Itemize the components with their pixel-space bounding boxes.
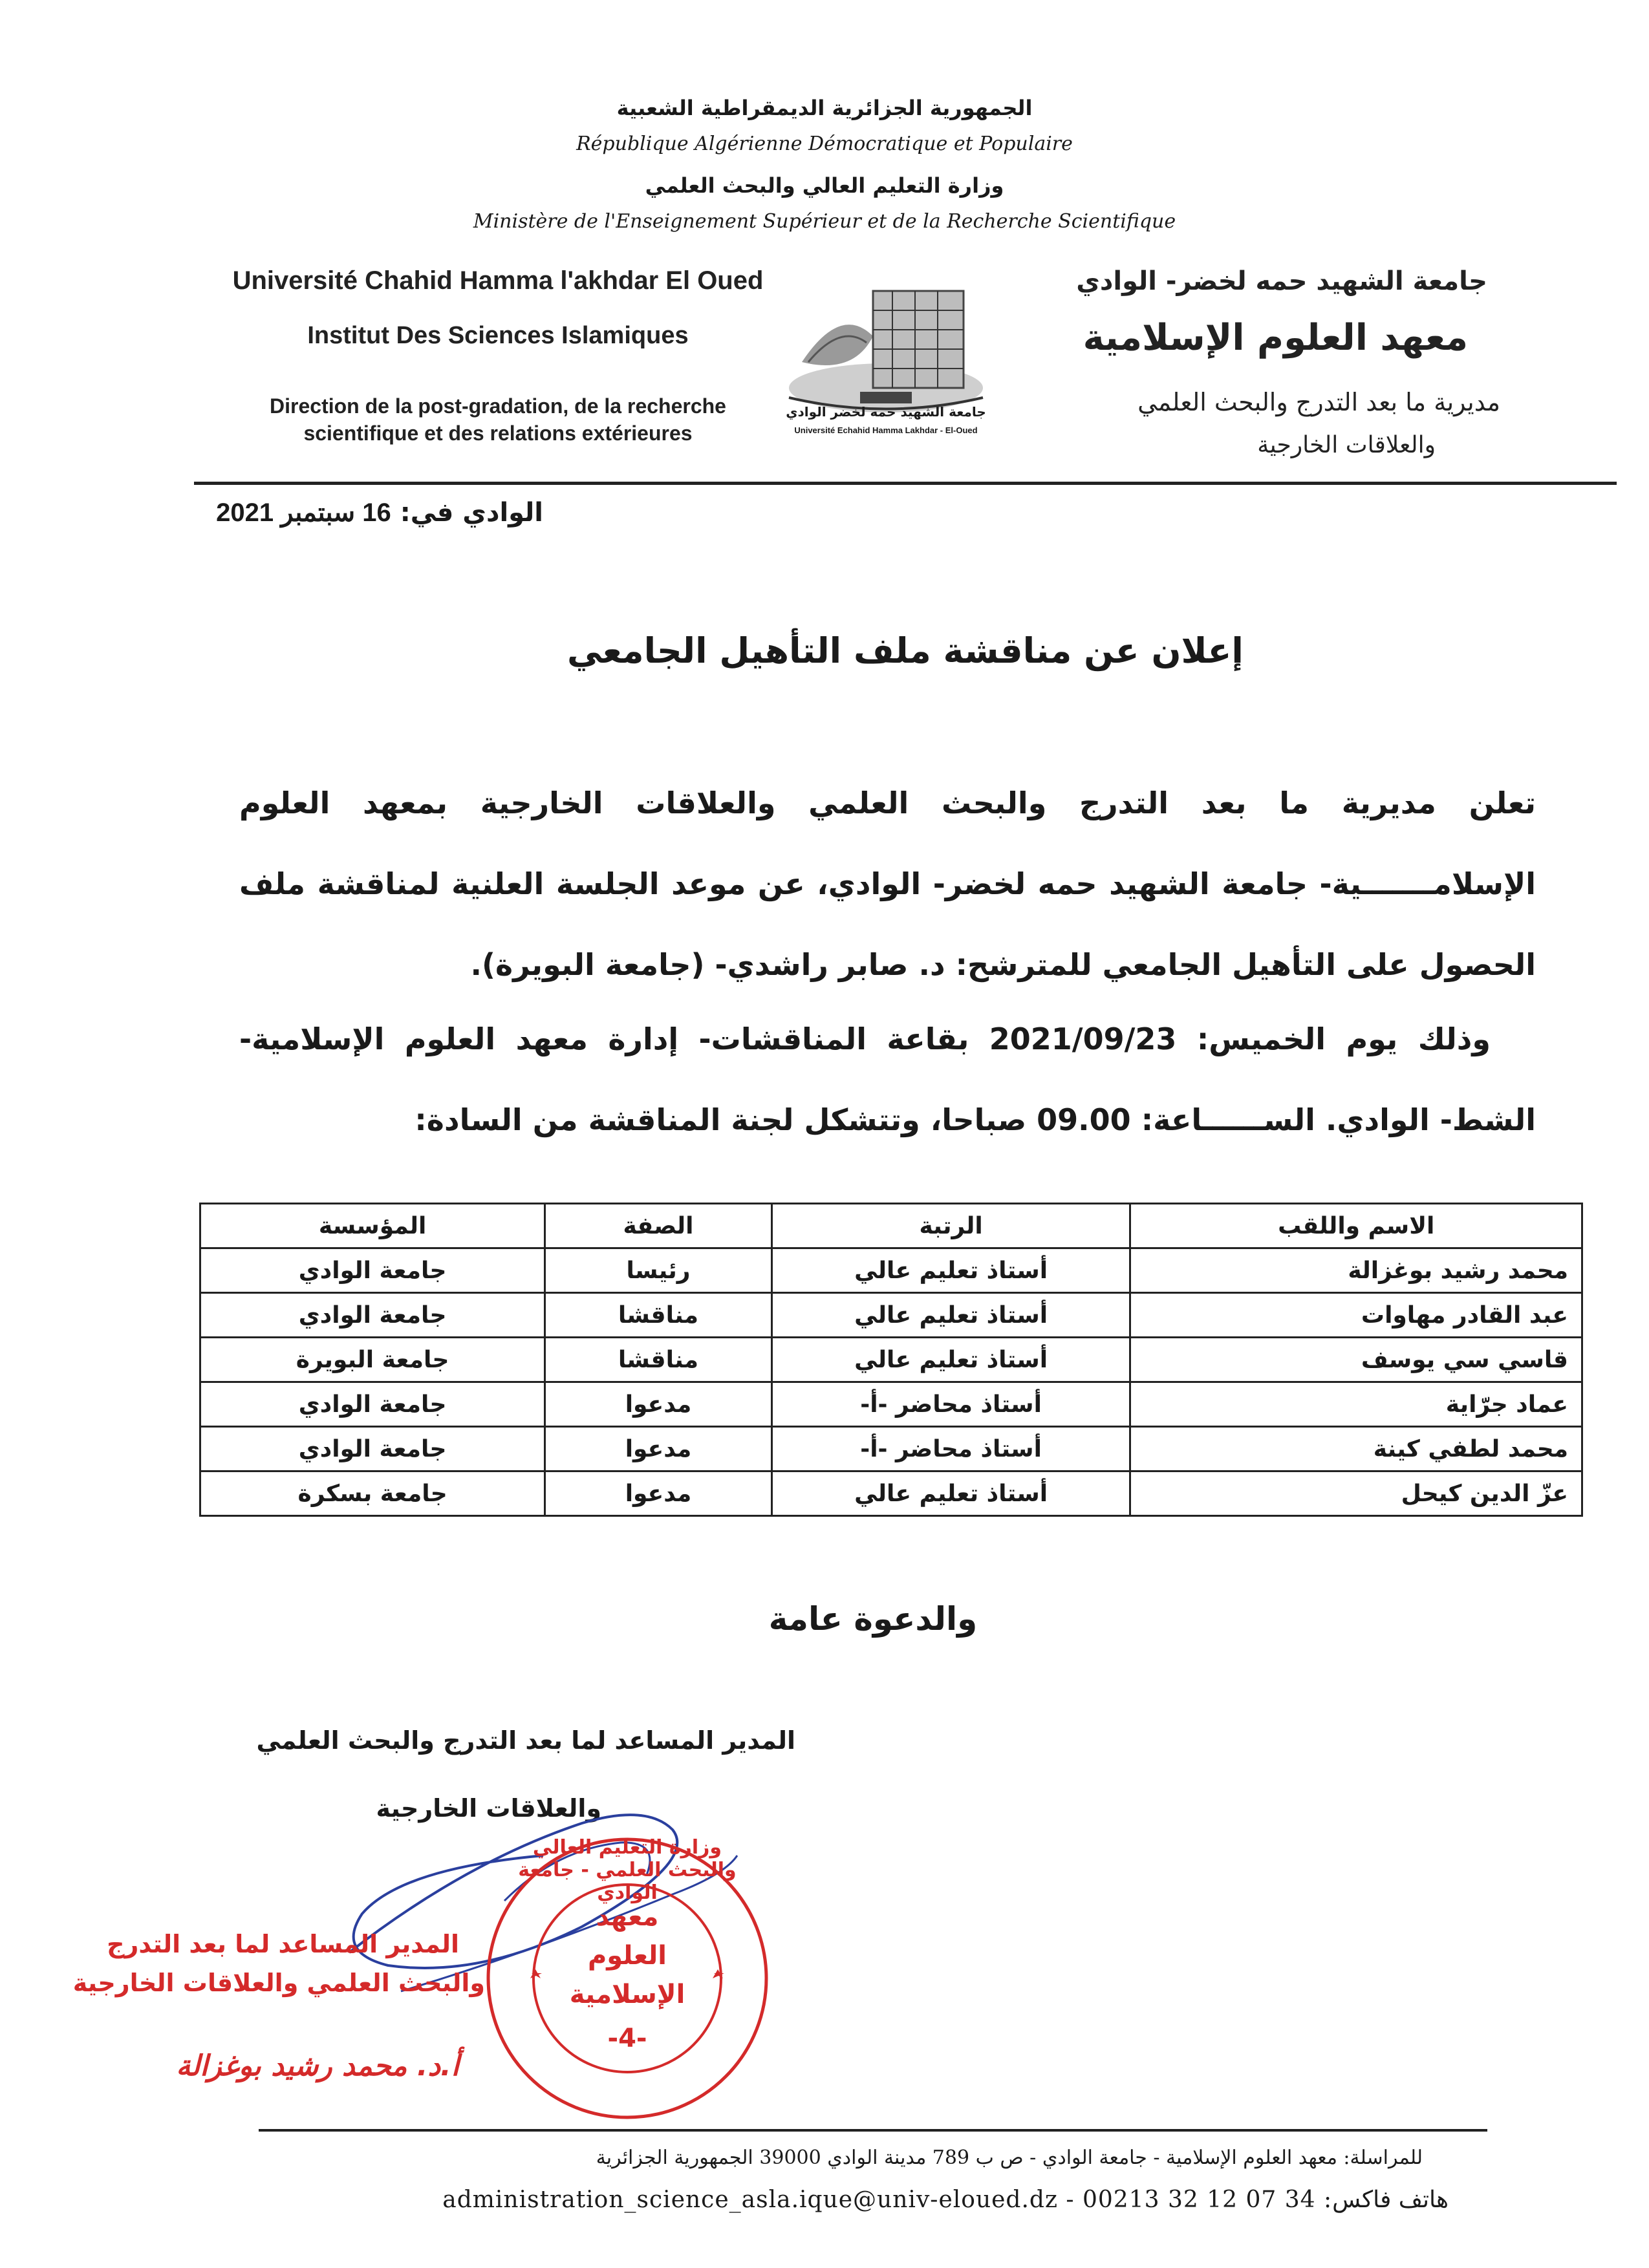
member-name: عبد القادر مهاوات bbox=[1130, 1293, 1582, 1338]
member-rank: أستاذ تعليم عالي bbox=[771, 1471, 1130, 1516]
announcement-title: إعلان عن مناقشة ملف التأهيل الجامعي bbox=[567, 630, 1244, 671]
logo-caption-fr: Université Echahid Hamma Lakhdar - El-Oued bbox=[794, 425, 978, 435]
announcement-paragraph-2: وذلك يوم الخميس: 2021/09/23 بقاعة المناقشات- إدارة معهد العلوم الإسلامية- الشط- الوادي. الســــــاعة: 09.00 صباحا، وتتشكل لجنة المناقشة من السادة: bbox=[239, 1022, 1536, 1137]
member-role: مدعوا bbox=[545, 1471, 771, 1516]
member-rank: أستاذ تعليم عالي bbox=[771, 1338, 1130, 1382]
official-seal bbox=[479, 1830, 776, 2127]
direction-ar-line-1: مديرية ما بعد التدرج والبحث العلمي bbox=[1137, 388, 1500, 416]
table-row bbox=[200, 1338, 1582, 1382]
header-name: الاسم واللقب bbox=[1130, 1204, 1582, 1248]
table-row bbox=[200, 1427, 1582, 1471]
university-logo-icon bbox=[763, 265, 1009, 453]
university-logo bbox=[763, 265, 1009, 453]
signatory-title-line-1: المدير المساعد لما بعد التدرج والبحث العلمي bbox=[256, 1726, 795, 1755]
seal-line-1: معهد bbox=[596, 1902, 659, 1932]
direction-fr-line-2: scientifique et des relations extérieures bbox=[303, 422, 693, 445]
seal-line-3: الإسلامية bbox=[569, 1980, 685, 2009]
seal-line-4: -4- bbox=[607, 2024, 647, 2053]
footer-contact: administration_science_asla.ique@univ-eloued.dz - 00213 32 12 07 34 :هاتف فاكس bbox=[442, 2187, 1449, 2213]
announcement-paragraph-1: تعلن مديرية ما بعد التدرج والبحث العلمي والعلاقات الخارجية بمعهد العلوم الإسلامـــــــية- جامعة الشهيد حمه لخضر- الوادي، عن موعد الجلسة العلنية لمناقشة ملف الحصول على التأهيل الجامعي للمترشح: د. صابر راشدي- (جامعة البويرة). bbox=[239, 786, 1536, 982]
header-role: الصفة bbox=[545, 1204, 771, 1248]
member-role: رئيسا bbox=[545, 1248, 771, 1293]
direction-ar-line-2: والعلاقات الخارجية bbox=[1257, 432, 1436, 458]
institute-name-fr: Institut Des Sciences Islamiques bbox=[307, 322, 689, 349]
university-name-ar: جامعة الشهيد حمه لخضر- الوادي bbox=[1076, 266, 1487, 296]
member-role: مناقشا bbox=[545, 1293, 771, 1338]
member-role: مدعوا bbox=[545, 1382, 771, 1427]
table-row bbox=[200, 1248, 1582, 1293]
stamp-line-1: المدير المساعد لما بعد التدرج bbox=[107, 1930, 459, 1958]
member-institution: جامعة البويرة bbox=[200, 1338, 545, 1382]
date-value: 16 سبتمبر 2021 bbox=[216, 498, 391, 527]
header-rank: الرتبة bbox=[771, 1204, 1130, 1248]
jury-table bbox=[199, 1203, 1583, 1517]
logo-caption-ar: جامعة الشهيد حمه لخضر الوادي bbox=[786, 404, 986, 420]
date-line bbox=[194, 498, 543, 528]
seal-ring-text: وزارة التعليم العالي والبحث العلمي - جامعة الوادي bbox=[518, 1836, 737, 1904]
university-name-fr: Université Chahid Hamma l'akhdar El Oued bbox=[232, 266, 764, 295]
table-row bbox=[200, 1471, 1582, 1516]
seal-line-2: العلوم bbox=[587, 1941, 667, 1971]
stamp-line-2: والبحث العلمي والعلاقات الخارجية bbox=[72, 1969, 485, 1997]
member-rank: أستاذ تعليم عالي bbox=[771, 1248, 1130, 1293]
member-institution: جامعة الوادي bbox=[200, 1427, 545, 1471]
member-name: محمد رشيد بوغزالة bbox=[1130, 1248, 1582, 1293]
member-rank: أستاذ تعليم عالي bbox=[771, 1293, 1130, 1338]
header-divider bbox=[194, 482, 1617, 485]
institute-name-ar: معهد العلوم الإسلامية bbox=[1083, 317, 1468, 359]
footer-address: للمراسلة: معهد العلوم الإسلامية - جامعة الوادي - ص ب 789 مدينة الوادي 39000 الجمهورية الجزائرية bbox=[596, 2146, 1423, 2169]
member-role: مدعوا bbox=[545, 1427, 771, 1471]
ministry-french: Ministère de l'Enseignement Supérieur et de la Recherche Scientifique bbox=[473, 210, 1176, 233]
member-name: عماد جرّاية bbox=[1130, 1382, 1582, 1427]
table-row bbox=[200, 1293, 1582, 1338]
closing-text: والدعوة عامة bbox=[768, 1600, 978, 1638]
member-institution: جامعة الوادي bbox=[200, 1293, 545, 1338]
member-institution: جامعة بسكرة bbox=[200, 1471, 545, 1516]
direction-fr-line-1: Direction de la post-gradation, de la recherche bbox=[270, 394, 726, 418]
member-name: عزّ الدين كيحل bbox=[1130, 1471, 1582, 1516]
stamp-signatory-name: أ.د. محمد رشيد بوغزالة bbox=[176, 2049, 459, 2082]
member-role: مناقشا bbox=[545, 1338, 771, 1382]
date-label: الوادي في: bbox=[400, 498, 543, 528]
jury-table-header bbox=[200, 1204, 1582, 1248]
footer-divider bbox=[259, 2129, 1487, 2132]
signatory-title-line-2: والعلاقات الخارجية bbox=[376, 1794, 601, 1823]
member-name: قاسي سي يوسف bbox=[1130, 1338, 1582, 1382]
header-institution: المؤسسة bbox=[200, 1204, 545, 1248]
member-institution: جامعة الوادي bbox=[200, 1248, 545, 1293]
republic-french: République Algérienne Démocratique et Populaire bbox=[576, 133, 1073, 155]
member-rank: أستاذ محاضر -أ- bbox=[771, 1427, 1130, 1471]
ministry-arabic: وزارة التعليم العالي والبحث العلمي bbox=[645, 173, 1004, 198]
table-row bbox=[200, 1382, 1582, 1427]
republic-arabic: الجمهورية الجزائرية الديمقراطية الشعبية bbox=[616, 96, 1033, 120]
member-name: محمد لطفي كينة bbox=[1130, 1427, 1582, 1471]
member-rank: أستاذ محاضر -أ- bbox=[771, 1382, 1130, 1427]
member-institution: جامعة الوادي bbox=[200, 1382, 545, 1427]
